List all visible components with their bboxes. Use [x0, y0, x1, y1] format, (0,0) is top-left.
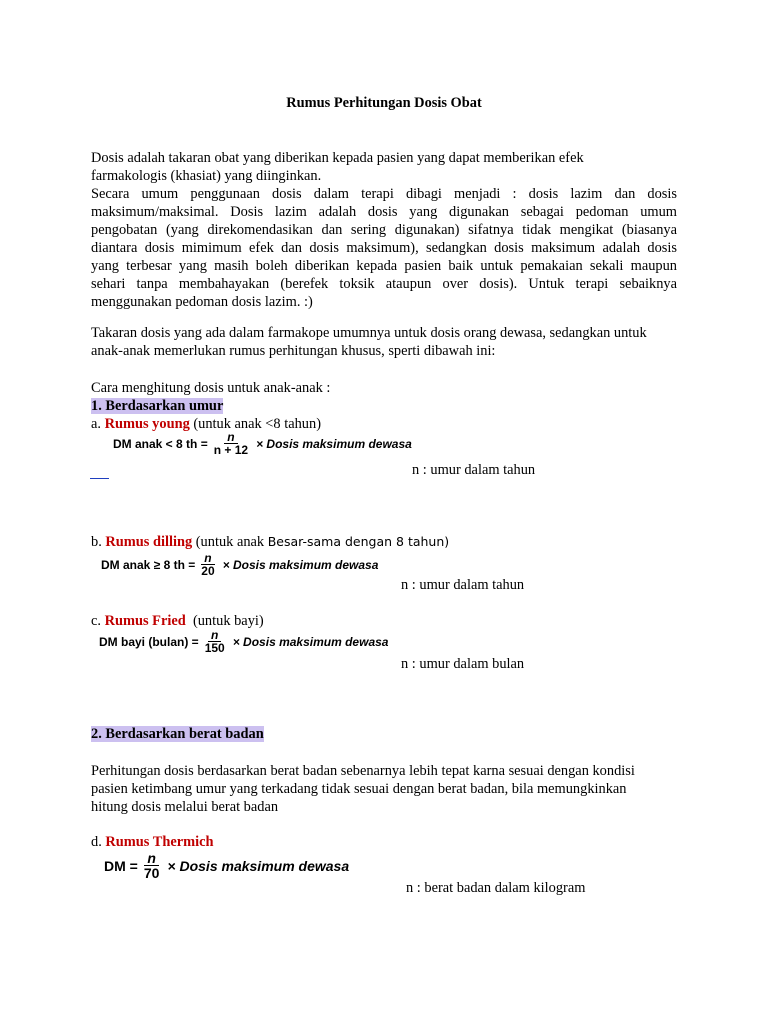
section-heading-umur: 1. Berdasarkan umur — [91, 398, 224, 414]
rumus-fried-desc: (untuk bayi) — [185, 613, 264, 629]
formula-lhs: DM anak < 8 th = — [113, 436, 208, 451]
formula-numerator: n — [144, 851, 159, 866]
formula-denominator: 70 — [143, 865, 160, 881]
item-prefix: d. — [91, 834, 106, 850]
cara-text: Cara menghitung dosis untuk anak-anak : — [91, 380, 331, 396]
formula-denominator: 20 — [201, 564, 215, 578]
intro-line: farmakologis (khasiat) yang diinginkan. — [91, 168, 322, 184]
formula-lhs: DM = — [104, 857, 138, 874]
formula-fraction — [141, 851, 163, 880]
intro-line: maksimum/maksimal. Dosis lazim adalah dosis yang digunakan sebagai pedoman umum — [91, 204, 677, 220]
dilling-note: n : umur dalam tahun — [401, 577, 525, 593]
fried-note: n : umur dalam bulan — [401, 656, 525, 672]
takaran-line: Takaran dosis yang ada dalam farmakope umumnya untuk dosis orang dewasa, sedangkan untuk — [91, 325, 647, 341]
rumus-dilling-desc: (untuk anak — [192, 534, 268, 550]
rumus-dilling-desc-sans: Besar-sama dengan 8 tahun) — [267, 534, 450, 549]
rumus-young-desc: (untuk anak <8 tahun) — [189, 416, 321, 432]
formula-denominator: 150 — [204, 641, 225, 655]
berat-paragraph — [91, 762, 677, 816]
intro-line: pengobatan (yang direkomendasikan dan sering digunakan) sifatnya tidak mengikat (biasanya — [91, 222, 677, 238]
intro-line: diantara dosis mimimum efek dan dosis maksimum), sedangkan dosis maksimum adalah dosis — [91, 240, 677, 256]
formula-fried — [99, 629, 388, 654]
young-note: n : umur dalam tahun — [412, 462, 536, 478]
formula-fraction — [211, 431, 251, 456]
document-title: Rumus Perhitungan Dosis Obat — [286, 95, 482, 111]
formula-rhs: × Dosis maksimum dewasa — [222, 557, 379, 572]
formula-young — [113, 431, 412, 456]
formula-dilling — [101, 552, 378, 577]
link-underline[interactable] — [90, 478, 109, 479]
intro-line: sehari tanpa membahayakan (berefek toksik ataupun over dosis). Untuk terapi sebaiknya — [91, 276, 677, 292]
formula-numerator: n — [208, 629, 221, 642]
intro-line: Secara umum penggunaan dosis dalam terapi dibagi menjadi : dosis lazim dan dosis — [91, 186, 677, 202]
rumus-thermich-label — [91, 833, 213, 851]
formula-rhs: × Dosis maksimum dewasa — [167, 857, 350, 874]
takaran-paragraph — [91, 324, 677, 360]
item-prefix: c. — [91, 613, 105, 629]
intro-line: yang terbesar yang masih boleh diberikan kepada pasien baik untuk pemakaian sekali maupun — [91, 258, 677, 274]
intro-line: menggunakan pedoman dosis lazim. :) — [91, 294, 313, 310]
formula-denominator: n + 12 — [213, 443, 249, 457]
rumus-fried-label — [91, 612, 264, 630]
formula-numerator: n — [201, 552, 214, 565]
thermich-note: n : berat badan dalam kilogram — [406, 880, 586, 896]
berat-line: hitung dosis melalui berat badan — [91, 799, 279, 815]
formula-lhs: DM anak ≥ 8 th = — [101, 557, 196, 572]
rumus-dilling-label — [91, 533, 449, 551]
item-prefix: a. — [91, 416, 105, 432]
section-heading-berat-badan: 2. Berdasarkan berat badan — [91, 726, 264, 742]
item-prefix: b. — [91, 534, 106, 550]
formula-fraction — [198, 552, 217, 577]
rumus-thermich-name: Rumus Thermich — [105, 834, 214, 850]
formula-fraction — [202, 629, 228, 654]
berat-line: Perhitungan dosis berdasarkan berat badan sebenarnya lebih tepat karna sesuai dengan kondisi — [91, 763, 635, 779]
takaran-line: anak-anak memerlukan rumus perhitungan khusus, sperti dibawah ini: — [91, 343, 496, 359]
berat-line: pasien ketimbang umur yang terkadang tidak sesuai dengan berat badan, bila memungkinkan — [91, 781, 627, 797]
rumus-fried-name: Rumus Fried — [104, 613, 186, 629]
intro-paragraph — [91, 149, 677, 311]
intro-line: Dosis adalah takaran obat yang diberikan kepada pasien yang dapat memberikan efek — [91, 150, 584, 166]
rumus-young-name: Rumus young — [104, 416, 190, 432]
rumus-dilling-name: Rumus dilling — [105, 534, 193, 550]
formula-lhs: DM bayi (bulan) = — [99, 634, 199, 649]
formula-rhs: × Dosis maksimum dewasa — [232, 634, 389, 649]
formula-rhs: × Dosis maksimum dewasa — [256, 436, 412, 451]
formula-thermich — [104, 851, 349, 880]
formula-numerator: n — [224, 431, 237, 444]
